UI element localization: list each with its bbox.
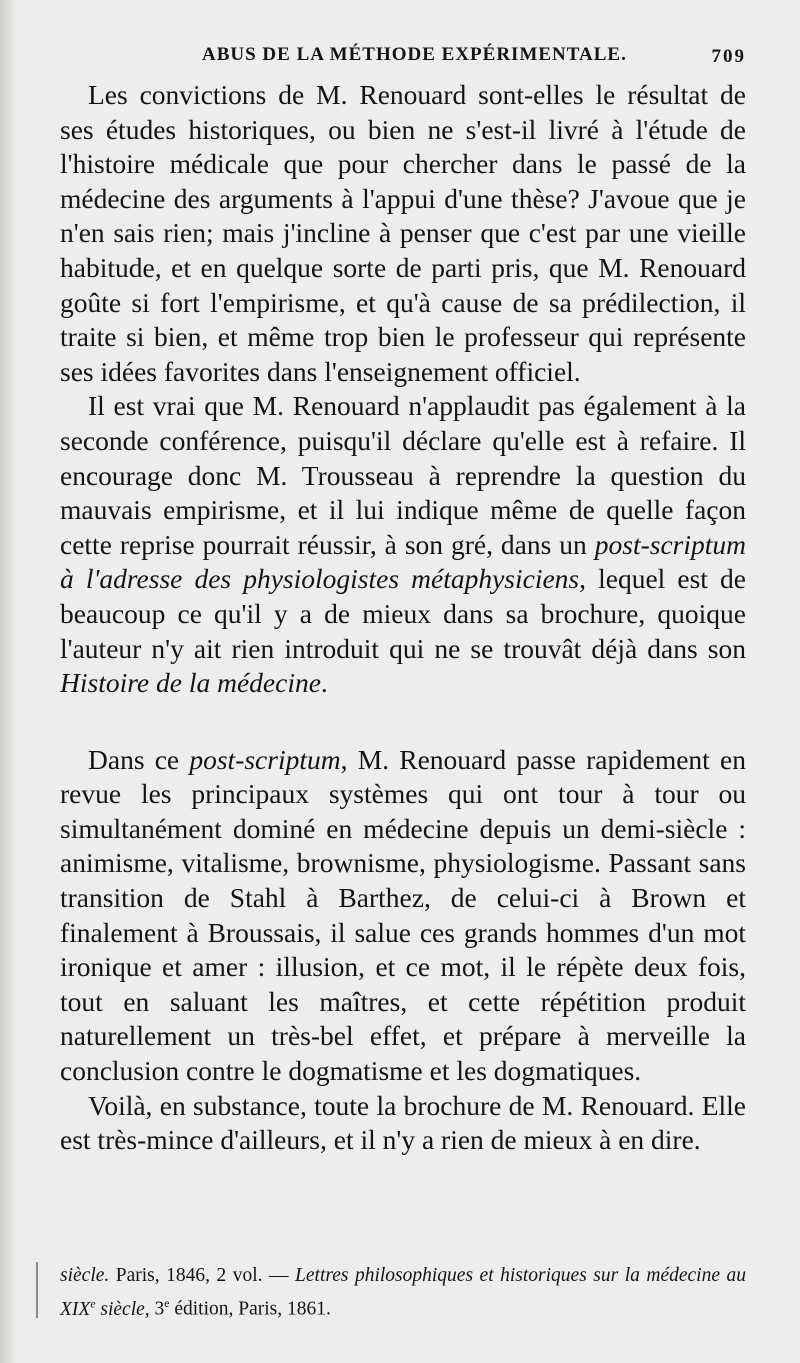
paragraph-1: Les convictions de M. Renouard sont-elles le résultat de ses études historiques, ou bien ne s'est-il livré à l'étude de l'histoire médicale que pour chercher dans le passé de la médecine des arguments à l'appui d'une thèse? J'avoue que je n'en sais rien; mais j'incline à penser que c'est par une vieille habitude, et en quelque sorte de parti pris, que M. Renouard goûte si fort l'empirisme, et qu'à cause de sa prédilection, il traite si bien, et même trop bien le professeur qui représente ses idées favorites dans l'enseignement officiel.	[60, 79, 746, 387]
paragraph-2-italic-histoire: Histoire de la médecine	[60, 667, 321, 699]
footnote-text-1: Paris, 1846, 2 vol. —	[109, 1265, 296, 1286]
running-title: ABUS DE LA MÉTHODE EXPÉRIMENTALE.	[202, 44, 627, 65]
body-text	[60, 78, 746, 1158]
footnote-italic-1: siècle.	[60, 1265, 110, 1286]
running-head	[60, 40, 746, 70]
paragraph-3-text-a: Dans ce	[88, 743, 190, 775]
footnote-italic-3: siècle,	[95, 1298, 150, 1320]
footnote-text	[60, 1262, 746, 1324]
footnote-text-2: 3	[149, 1298, 165, 1320]
paragraph-3-italic-postscriptum: post-scriptum	[189, 743, 341, 775]
footnote-margin-mark	[36, 1262, 38, 1318]
paragraph-2-text-c: .	[320, 667, 328, 699]
paragraph-2-italic-postscriptum: post-scriptum à l'adresse des physiologistes métaphysiciens	[60, 528, 746, 595]
paragraph-2-text-a: Il est vrai que M. Renouard n'applaudit pas également à la seconde conférence, puisqu'il déclare qu'elle est à refaire. Il encourage donc M. Trousseau à reprendre la question du mauvais empirisme, et il lui indique même de quelle façon cette reprise pourrait réussir, à son gré, dans un	[60, 390, 746, 560]
paragraph-4: Voilà, en substance, toute la brochure de M. Renouard. Elle est très-mince d'ailleurs, et il n'y a rien de mieux à en dire.	[60, 1089, 746, 1156]
paragraph-3-text-b: , M. Renouard passe rapidement en revue les principaux systèmes qui ont tour à tour ou simultanément dominé en médecine depuis un demi-siècle : animisme, vitalisme, brownisme, physiologisme. Passant sans transition de Stahl à Barthez, de celui-ci à Brown et finalement à Broussais, il salue ces grands hommes d'un mot ironique et amer : illusion, et ce mot, il le répète deux fois, tout en saluant les maîtres, et cette répétition produit naturellement un très-bel effet, et prépare à merveille la conclusion contre le dogmatisme et les dogmatiques.	[60, 743, 746, 1087]
footnote-text-3: édition, Paris, 1861.	[169, 1298, 331, 1320]
footnote	[60, 1262, 746, 1324]
paragraph-2	[60, 389, 746, 700]
paragraph-3	[60, 743, 746, 1089]
footnote-sup-2: e	[164, 1297, 170, 1310]
footnote-italic-2-text: Lettres philosophiques et historiques sur la médecine au XIX	[60, 1265, 746, 1320]
paragraph-2-text-b: , lequel est de beaucoup ce qu'il y a de mieux dans sa brochure, quoique l'auteur n'y ait rien introduit qui ne se trouvât déjà dans son	[60, 563, 746, 664]
page-number: 709	[711, 46, 746, 67]
footnote-sup-1: e	[90, 1297, 96, 1310]
